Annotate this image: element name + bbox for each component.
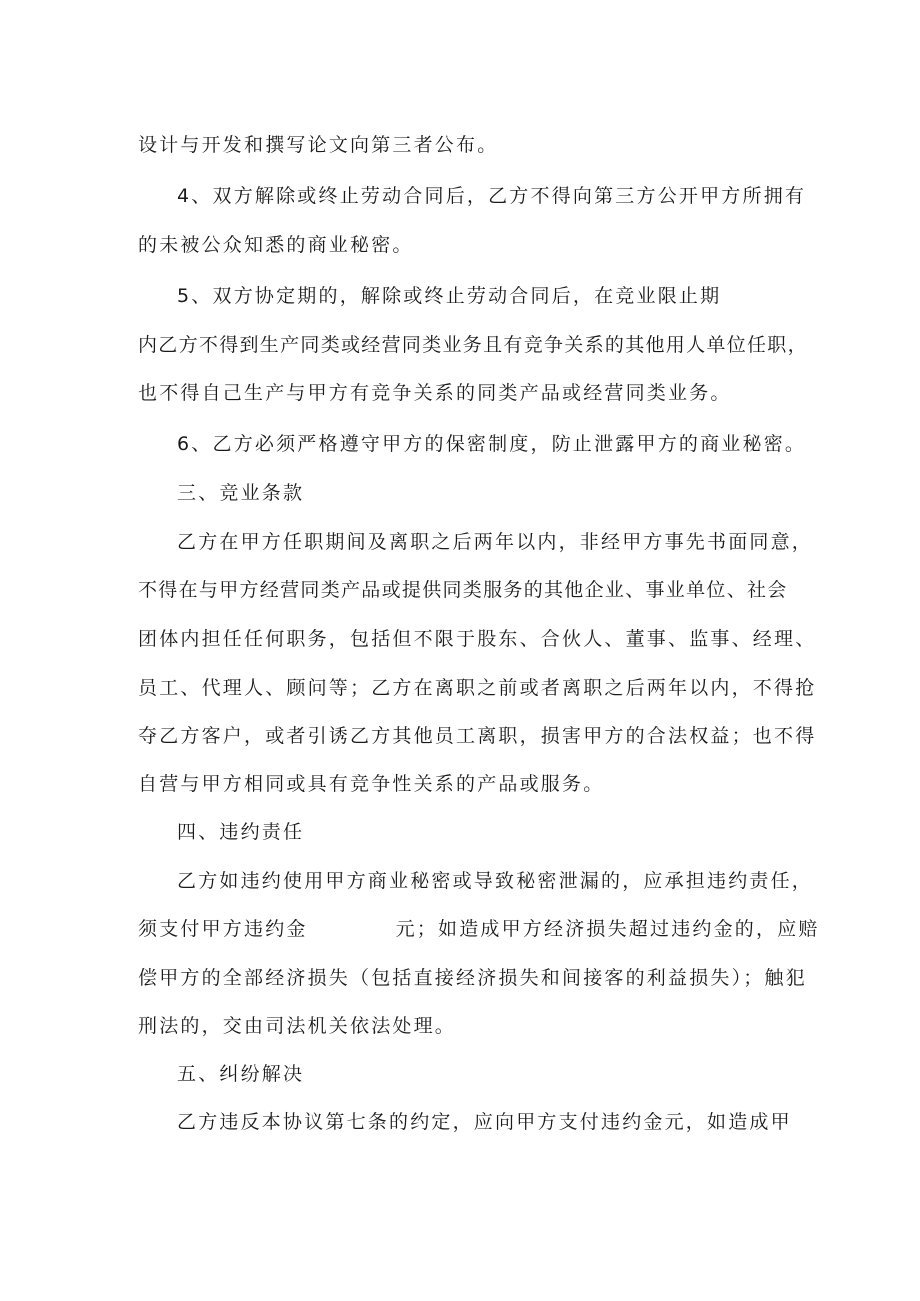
paragraph-line: 偿甲方的全部经济损失（包括直接经济损失和间接客的利益损失）；触犯 (138, 967, 807, 989)
paragraph-line: 乙方违反本协议第七条的约定，应向甲方支付违约金元，如造成甲 (177, 1111, 792, 1133)
paragraph-line: 自营与甲方相同或具有竞争性关系的产品或服务。 (138, 773, 605, 795)
section-heading-dispute: 五、纠纷解决 (177, 1063, 305, 1085)
paragraph-line: 乙方在甲方任职期间及离职之后两年以内，非经甲方事先书面同意， (177, 531, 814, 553)
penalty-text-after-blank: 元；如造成甲方经济损失超过违约金的，应赔 (395, 918, 820, 940)
clause-4-line: 4、双方解除或终止劳动合同后，乙方不得向第三方公开甲方所拥有 (177, 185, 807, 207)
paragraph-line: 的未被公众知悉的商业秘密。 (138, 234, 414, 256)
penalty-line (138, 917, 820, 941)
paragraph-line: 设计与开发和撰写论文向第三者公布。 (138, 134, 499, 156)
clause-6-line: 6、乙方必须严格遵守甲方的保密制度，防止泄露甲方的商业秘密。 (177, 433, 807, 455)
paragraph-line: 不得在与甲方经营同类产品或提供同类服务的其他企业、事业单位、社会 (138, 579, 788, 601)
paragraph-line: 员工、代理人、顾问等；乙方在离职之前或者离职之后两年以内，不得抢 (138, 677, 817, 699)
penalty-text-before-blank: 须支付甲方违约金 (138, 918, 308, 940)
paragraph-line: 刑法的，交由司法机关依法处理。 (138, 1015, 457, 1037)
paragraph-line: 团体内担任任何职务，包括但不限于股东、合伙人、董事、监事、经理、 (138, 628, 817, 650)
section-heading-liability: 四、违约责任 (177, 821, 305, 843)
paragraph-line: 内乙方不得到生产同类或经营同类业务且有竞争关系的其他用人单位任职， (138, 334, 808, 356)
paragraph-line: 乙方如违约使用甲方商业秘密或导致秘密泄漏的，应承担违约责任， (177, 870, 814, 892)
section-heading-non-compete: 三、竞业条款 (177, 482, 305, 504)
paragraph-line: 也不得自己生产与甲方有竞争关系的同类产品或经营同类业务。 (138, 382, 732, 404)
clause-5-line: 5、双方协定期的，解除或终止劳动合同后，在竞业限止期 (177, 285, 722, 307)
paragraph-line: 夺乙方客户，或者引诱乙方其他员工离职，损害甲方的合法权益；也不得 (138, 725, 817, 747)
